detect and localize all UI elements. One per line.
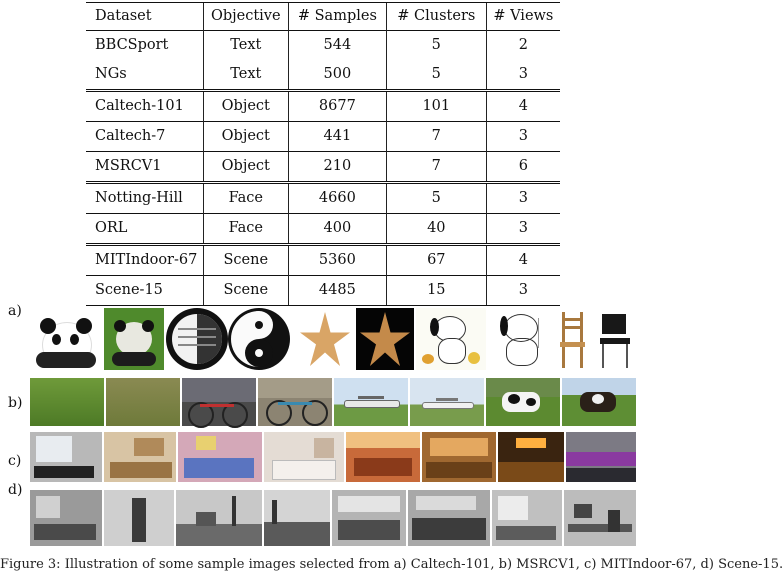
header-objective: Objective	[203, 3, 288, 31]
airplane-image	[334, 378, 408, 426]
starfish-image	[296, 308, 354, 370]
cell-samples: 544	[288, 31, 386, 61]
cell-dataset: MSRCV1	[86, 152, 203, 183]
table-row	[86, 276, 560, 306]
bedroom-image	[178, 432, 262, 482]
bathroom-image	[30, 432, 102, 482]
cell-views: 4	[486, 245, 560, 276]
cell-views: 3	[486, 122, 560, 152]
wooden-chair-image	[554, 308, 590, 372]
cow-field-image	[562, 378, 636, 426]
cell-views: 3	[486, 276, 560, 306]
cell-objective: Scene	[203, 276, 288, 306]
office-door-image	[104, 490, 174, 546]
cell-clusters: 5	[386, 183, 486, 214]
cell-clusters: 7	[386, 122, 486, 152]
panda-image	[30, 308, 102, 370]
cell-objective: Face	[203, 183, 288, 214]
snoopy-sketch-image	[488, 308, 550, 370]
cell-clusters: 5	[386, 60, 486, 91]
factory-image	[264, 490, 330, 546]
grass-image	[30, 378, 104, 426]
bar-interior-image	[422, 432, 496, 482]
table-row	[86, 245, 560, 276]
header-views: # Views	[486, 3, 560, 31]
table-row	[86, 152, 560, 183]
header-dataset: Dataset	[86, 3, 203, 31]
kitchen-image	[104, 432, 176, 482]
figure-caption: Figure 3: Illustration of some sample images selected from a) Caltech-101, b) MSRCV1, c) MITIndoor-67, d) Scene-15.	[0, 557, 783, 572]
snoopy-image	[416, 308, 486, 370]
cell-objective: Object	[203, 91, 288, 122]
cell-samples: 5360	[288, 245, 386, 276]
cell-views: 2	[486, 31, 560, 61]
cell-dataset: BBCSport	[86, 31, 203, 61]
black-chair-image	[592, 308, 636, 372]
kitchen-gray-image	[332, 490, 406, 546]
cell-objective: Face	[203, 214, 288, 245]
cell-samples: 8677	[288, 91, 386, 122]
row-label-a: a)	[8, 303, 22, 319]
cell-samples: 4660	[288, 183, 386, 214]
table-header-row	[86, 3, 560, 31]
living-room-image	[492, 490, 562, 546]
cell-dataset: NGs	[95, 66, 127, 82]
cell-samples: 210	[288, 152, 386, 183]
cell-views: 6	[486, 152, 560, 183]
table-row	[86, 91, 560, 122]
table-row	[86, 183, 560, 214]
cell-dataset: Caltech-101	[86, 91, 203, 122]
table-row	[86, 60, 560, 91]
nursery-image	[264, 432, 344, 482]
row-label-d: d)	[8, 482, 23, 498]
cell-dataset: Notting-Hill	[86, 183, 203, 214]
table-row	[86, 214, 560, 245]
dataset-table	[86, 2, 560, 306]
cell-clusters: 40	[386, 214, 486, 245]
cell-samples: 400	[288, 214, 386, 245]
restaurant-image	[346, 432, 420, 482]
cell-samples: 500	[288, 60, 386, 91]
cell-views: 4	[486, 91, 560, 122]
cell-objective: Text	[203, 60, 288, 91]
metro-platform-image	[566, 432, 636, 482]
cell-objective: Scene	[203, 245, 288, 276]
cell-objective: Text	[203, 31, 288, 61]
grass-field-image	[106, 378, 180, 426]
header-clusters: # Clusters	[386, 3, 486, 31]
cell-views: 3	[486, 60, 560, 91]
bicycle-blue-image	[258, 378, 332, 426]
header-samples: # Samples	[288, 3, 386, 31]
cell-dataset: ORL	[86, 214, 203, 245]
cell-objective: Object	[203, 152, 288, 183]
airplane-field-image	[410, 378, 484, 426]
cell-clusters: 67	[386, 245, 486, 276]
row-label-c: c)	[8, 453, 22, 469]
table-row	[86, 31, 560, 61]
cell-clusters: 5	[386, 31, 486, 61]
cell-dataset: MITIndoor-67	[86, 245, 203, 276]
table-row	[86, 122, 560, 152]
subway-station-image	[498, 432, 564, 482]
starfish-dark-image	[356, 308, 414, 370]
yin-yang-text-image	[166, 308, 228, 370]
row-label-b: b)	[8, 395, 23, 411]
cell-dataset: Caltech-7	[86, 122, 203, 152]
kitchen-interior-image	[408, 490, 490, 546]
industrial-chimney-image	[176, 490, 262, 546]
cell-clusters: 101	[386, 91, 486, 122]
panda-grass-image	[104, 308, 164, 370]
bicycle-image	[182, 378, 256, 426]
yin-yang-image	[228, 308, 292, 372]
cow-image	[486, 378, 560, 426]
cell-samples: 441	[288, 122, 386, 152]
cell-objective: Object	[203, 122, 288, 152]
cell-dataset: Scene-15	[86, 276, 203, 306]
cell-clusters: 15	[386, 276, 486, 306]
bedroom-gray-image	[30, 490, 102, 546]
cell-views: 3	[486, 183, 560, 214]
cell-clusters: 7	[386, 152, 486, 183]
cell-views: 3	[486, 214, 560, 245]
cell-samples: 4485	[288, 276, 386, 306]
office-desk-image	[564, 490, 636, 546]
